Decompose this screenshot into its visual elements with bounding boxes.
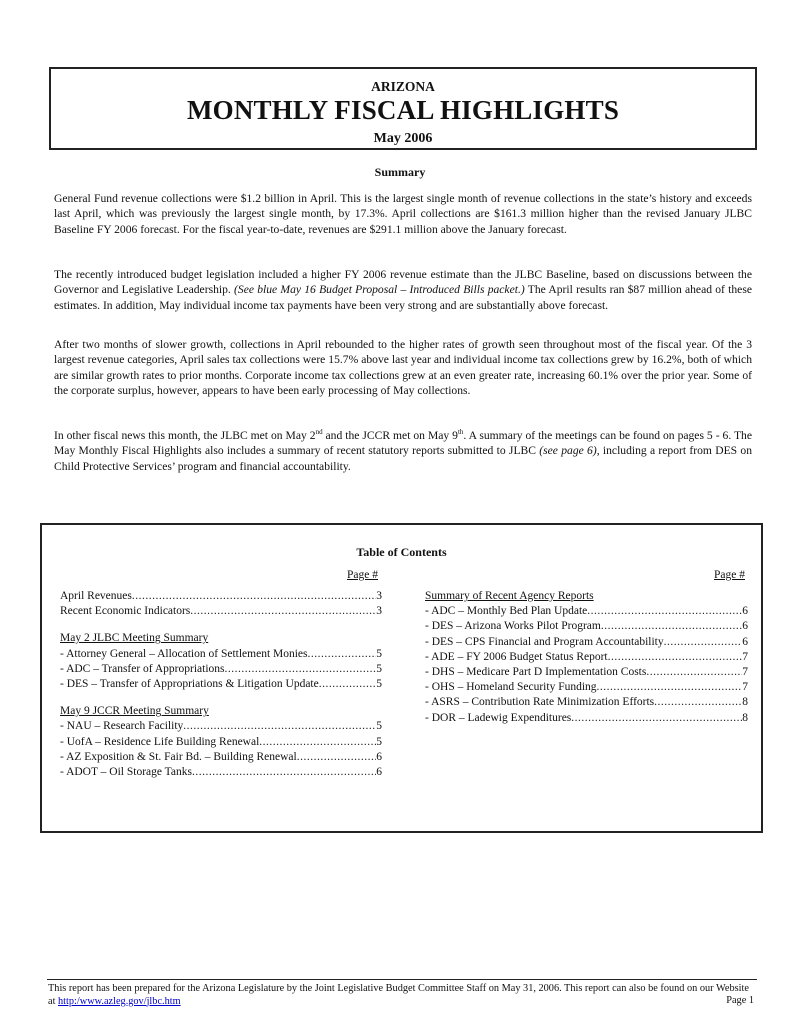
toc-page-header-left: Page # [347, 569, 378, 581]
page-number: Page 1 [726, 995, 754, 1006]
toc-entry[interactable]: - DHS – Medicare Part D Implementation Costs ..... 7 [425, 665, 748, 680]
toc-title: Table of Contents [356, 545, 447, 559]
report-date: May 2006 [373, 131, 433, 146]
toc-section-agency-reports: Summary of Recent Agency Reports [425, 590, 594, 602]
toc-section-jccr: May 9 JCCR Meeting Summary [60, 705, 209, 718]
summary-paragraph-4: In other fiscal news this month, the JLBC met on May 2nd and the JCCR met on May 9th. A summary of the meetings can be found on pages 5 - 6. The May Monthly Fiscal Highlights also includes a summary of recent statutory reports submitted to JLBC (see page 6), including a report from DES on Child Protective Services’ program and financial accountability. [54, 428, 752, 473]
toc-entry[interactable]: - DES – Transfer of Appropriations & Litigation Update ..... 5 [60, 677, 382, 692]
website-link[interactable]: http:/www.azleg.gov/jlbc.htm [58, 995, 181, 1007]
summary-heading: Summary [374, 165, 426, 179]
footer-divider [47, 979, 757, 980]
state-label: ARIZONA [371, 79, 435, 94]
toc-entry[interactable]: - ADC – Transfer of Appropriations ..... 5 [60, 662, 382, 677]
summary-paragraph-3: After two months of slower growth, collections in April rebounded to the higher rates of growth seen throughout most of the fiscal year. Of the 3 largest revenue categories, April sales tax collections were 15.7% above last year and individual income tax collections grew by 16.2%, both of which are similar growth rates to prior months. Corporate income tax collections grew at an even greater rate, increasing 60.1% over the prior year. Some of the corporate surplus, however, appears to have been early processing of May collections. [54, 338, 752, 397]
summary-paragraph-1: General Fund revenue collections were $1.2 billion in April. This is the largest single month of revenue collections in the state’s history and exceeds last April, which was previously the largest single month, by 17.3%. April collections are $161.3 million higher than the revised January JLBC Baseline FY 2006 forecast. For the fiscal year-to-date, revenues are $291.1 million above the January forecast. [54, 192, 752, 236]
toc-entry[interactable]: - DES – CPS Financial and Program Accountability ..... 6 [425, 635, 748, 650]
toc-entry[interactable]: - OHS – Homeland Security Funding ..... 7 [425, 680, 748, 695]
report-title: MONTHLY FISCAL HIGHLIGHTS [186, 95, 620, 125]
toc-page-header-right: Page # [714, 569, 745, 581]
toc-entry[interactable]: - DES – Arizona Works Pilot Program ..... 6 [425, 619, 748, 634]
report-header-box [49, 67, 757, 150]
table-of-contents [40, 523, 763, 833]
toc-entry[interactable]: - AZ Exposition & St. Fair Bd. – Building Renewal ..... 6 [60, 750, 382, 765]
toc-entry[interactable]: - ADE – FY 2006 Budget Status Report ..... 7 [425, 650, 748, 665]
toc-right-column [425, 589, 748, 726]
toc-entry[interactable]: Recent Economic Indicators ..... 3 [60, 604, 382, 619]
toc-entry[interactable]: - UofA – Residence Life Building Renewal ..... 5 [60, 735, 382, 750]
summary-paragraph-2: The recently introduced budget legislation included a higher FY 2006 revenue estimate than the JLBC Baseline, based on discussions between the Governor and Legislative Leadership. (See blue May 16 Budget Proposal – Introduced Bills packet.) The April results ran $87 million ahead of these estimates. In addition, May individual income tax payments have been very strong and are substantially above forecast. [54, 268, 752, 312]
toc-entry[interactable]: April Revenues ..... 3 [60, 589, 382, 604]
toc-section-jlbc: May 2 JLBC Meeting Summary [60, 632, 209, 645]
toc-entry[interactable]: - ADOT – Oil Storage Tanks ..... 6 [60, 765, 382, 780]
toc-entry[interactable]: - Attorney General – Allocation of Settlement Monies ..... 5 [60, 647, 382, 662]
toc-entry[interactable]: - DOR – Ladewig Expenditures ..... 8 [425, 711, 748, 726]
toc-entry[interactable]: - ADC – Monthly Bed Plan Update ..... 6 [425, 604, 748, 619]
toc-entry[interactable]: - ASRS – Contribution Rate Minimization Efforts ..... 8 [425, 695, 748, 710]
toc-left-column [60, 589, 382, 780]
footer-note: This report has been prepared for the Arizona Legislature by the Joint Legislative Budget Committee Staff on May 31, 2006. This report can also be found on our Website at http:/www.azleg.gov/jlbc.htm [48, 983, 749, 1007]
toc-entry[interactable]: - NAU – Research Facility ..... 5 [60, 719, 382, 734]
